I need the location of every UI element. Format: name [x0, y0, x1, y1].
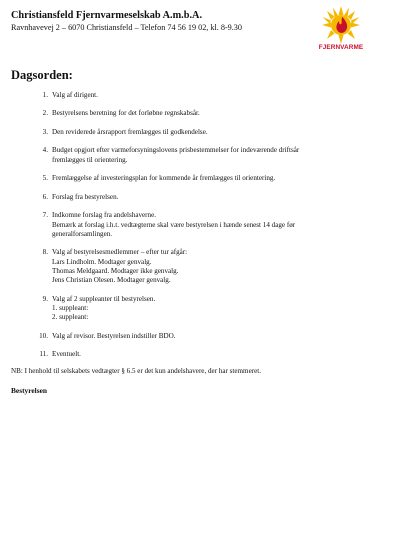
- signature: Bestyrelsen: [11, 386, 47, 395]
- agenda-item-text: [52, 146, 381, 165]
- agenda-item-number: 3.: [42, 127, 48, 136]
- agenda-item: [11, 193, 381, 202]
- agenda-item-line: Budget opgjort efter varmeforsyningslovens prisbestemmelser for indeværende driftsår: [52, 146, 300, 155]
- agenda-item-text: [52, 193, 381, 202]
- agenda-item-line: Valg af revisor. Bestyrelsen indstiller BDO.: [52, 331, 176, 340]
- page-title: Dagsorden:: [11, 68, 73, 82]
- agenda-item: [11, 350, 381, 359]
- agenda-item-line: Den reviderede årsrapport fremlægges til godkendelse.: [52, 127, 208, 136]
- agenda-item-line: Fremlæggelse af investeringsplan for kommende år fremlægges til orientering.: [52, 174, 276, 183]
- agenda-item: [11, 91, 381, 100]
- company-logo: [314, 6, 368, 56]
- agenda-item-number: 1.: [42, 91, 48, 99]
- company-address: Ravnhavevej 2 – 6070 Christiansfeld – Telefon 74 56 19 02, kl. 8-9.30: [11, 23, 242, 32]
- agenda-item-line: 2. suppleant:: [52, 313, 89, 322]
- agenda-item-line: fremlægges til orientering.: [52, 155, 128, 164]
- agenda-item-number: 10.: [39, 331, 48, 340]
- agenda-item-line: 1. suppleant:: [52, 303, 89, 312]
- agenda-item-text: [52, 91, 381, 100]
- company-name: Christiansfeld Fjernvarmeselskab A.m.b.A.: [11, 10, 203, 21]
- logo-wordmark: FJERNVARME: [318, 44, 364, 51]
- agenda-item-number: 2.: [42, 109, 48, 118]
- agenda-item: [11, 174, 381, 183]
- agenda-item: [11, 128, 381, 137]
- agenda-item-line: Valg af dirigent.: [52, 91, 98, 99]
- agenda-item-number: 7.: [42, 211, 48, 220]
- agenda-item: [11, 211, 381, 239]
- agenda-item-line: Eventuelt.: [52, 350, 81, 359]
- agenda-item-number: 9.: [42, 294, 48, 303]
- agenda-item: [11, 109, 381, 118]
- agenda-item-text: [52, 128, 381, 137]
- agenda-item-text: [52, 174, 381, 183]
- agenda-item: [11, 248, 381, 285]
- agenda-item-text: [52, 295, 381, 323]
- agenda-item-text: [52, 332, 381, 341]
- agenda-item-line: Jens Christian Olesen. Modtager genvalg.: [52, 276, 171, 285]
- agenda-item: [11, 146, 381, 165]
- agenda-item-number: 4.: [42, 146, 48, 155]
- agenda-item-line: Lars Lindholm. Modtager genvalg.: [52, 257, 152, 266]
- agenda-item-text: [52, 109, 381, 118]
- agenda-item-number: 5.: [42, 174, 48, 183]
- agenda-item-line: Thomas Meldgaard. Modtager ikke genvalg.: [52, 266, 179, 275]
- agenda-item-line: Bemærk at forslag i.h.t. vedtægterne skal være bestyrelsen i hænde senest 14 dage før: [52, 220, 296, 229]
- agenda-item-number: 8.: [42, 248, 48, 257]
- agenda-item-line: Indkomne forslag fra andelshaverne.: [52, 211, 156, 220]
- agenda-item: [11, 332, 381, 341]
- agenda-item-line: generalforsamlingen.: [52, 229, 113, 238]
- voting-note: NB: I henhold til selskabets vedtægter § 6.5 er det kun andelshavere, der har stemmeret.: [11, 367, 261, 375]
- sun-with-flame-icon: [321, 6, 361, 44]
- agenda-item-text: [52, 248, 381, 285]
- agenda-item-text: [52, 211, 381, 239]
- letterhead: [11, 9, 311, 33]
- agenda-item-text: [52, 350, 381, 359]
- agenda-item-line: Bestyrelsens beretning for det forløbne regnskabsår.: [52, 109, 200, 118]
- agenda-item-line: Valg af bestyrelsesmedlemmer – efter tur afgår:: [52, 248, 188, 257]
- agenda-item: [11, 295, 381, 323]
- agenda-item-line: Valg af 2 suppleanter til bestyrelsen.: [52, 294, 156, 303]
- agenda-item-number: 11.: [39, 350, 48, 359]
- agenda-item-line: Forslag fra bestyrelsen.: [52, 192, 119, 201]
- agenda-item-number: 6.: [42, 192, 48, 201]
- agenda-list: [11, 91, 381, 360]
